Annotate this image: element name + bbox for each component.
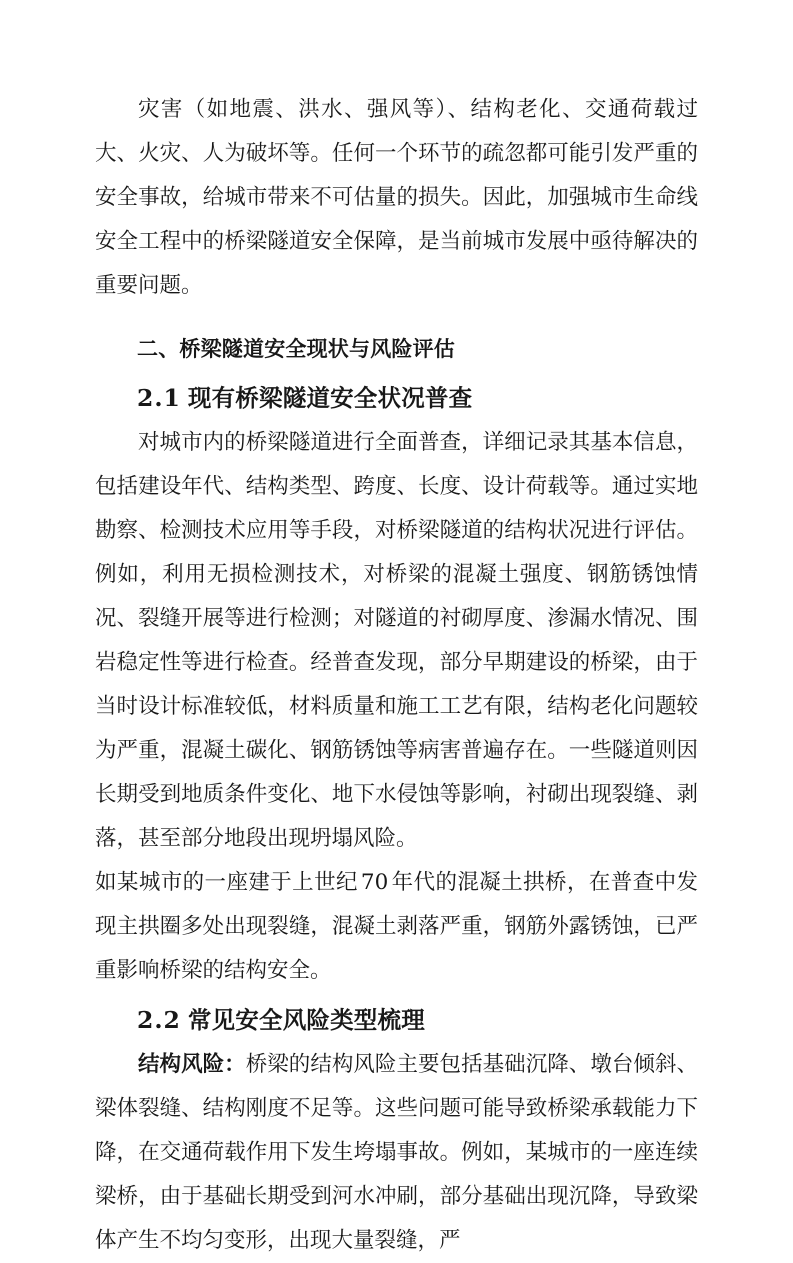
heading-section-2-2: [95, 993, 698, 1043]
heading-section-2-2-label: 常见安全风险类型梳理: [187, 1006, 425, 1034]
heading-section-two: 二、桥梁隧道安全现状与风险评估: [137, 337, 455, 361]
structural-risk-lead-label: 结构风险：: [138, 1052, 246, 1077]
paragraph-arch-bridge-case: [95, 861, 698, 993]
arch-bridge-decade-number: 70: [360, 870, 389, 895]
arch-bridge-text-after: 年代的混凝土拱桥，在普查中发现主拱圈多处出现裂缝，混凝土剥落严重，钢筋外露锈蚀，已严重影响桥梁的结构安全。: [95, 870, 698, 983]
paragraph-disaster-risks: 灾害（如地震、洪水、强风等）、结构老化、交通荷载过大、火灾、人为破坏等。任何一个环节的疏忽都可能引发严重的安全事故，给城市带来不可估量的损失。因此，加强城市生命线安全工程中的桥梁隧道安全保障，是当前城市发展中亟待解决的重要问题。: [95, 97, 698, 298]
heading-section-2-1-label: 现有桥梁隧道安全状况普查: [187, 384, 473, 412]
arch-bridge-text-before: 如某城市的一座建于上世纪: [95, 870, 358, 895]
paragraph-structural-risk: [95, 1043, 698, 1263]
heading-section-2-2-number: 2.2: [137, 1006, 181, 1034]
heading-section-2-1-number: 2.1: [137, 384, 181, 412]
page-content-column: [95, 88, 698, 1263]
structural-risk-body: 桥梁的结构风险主要包括基础沉降、墩台倾斜、梁体裂缝、结构刚度不足等。这些问题可能导致桥梁承载能力下降，在交通荷载作用下发生垮塌事故。例如，某城市的一座连续梁桥，由于基础长期受到河水冲刷，部分基础出现沉降，导致梁体产生不均匀变形，出现大量裂缝，严: [95, 1052, 698, 1253]
heading-section-2-1: [95, 371, 698, 421]
paragraph-survey-overview: 对城市内的桥梁隧道进行全面普查，详细记录其基本信息，包括建设年代、结构类型、跨度、长度、设计荷载等。通过实地勘察、检测技术应用等手段，对桥梁隧道的结构状况进行评估。例如，利用无损检测技术，对桥梁的混凝土强度、钢筋锈蚀情况、裂缝开展等进行检测；对隧道的衬砌厚度、渗漏水情况、围岩稳定性等进行检查。经普查发现，部分早期建设的桥梁，由于当时设计标准较低，材料质量和施工工艺有限，结构老化问题较为严重，混凝土碳化、钢筋锈蚀等病害普遍存在。一些隧道则因长期受到地质条件变化、地下水侵蚀等影响，衬砌出现裂缝、剥落，甚至部分地段出现坍塌风险。: [95, 430, 698, 851]
